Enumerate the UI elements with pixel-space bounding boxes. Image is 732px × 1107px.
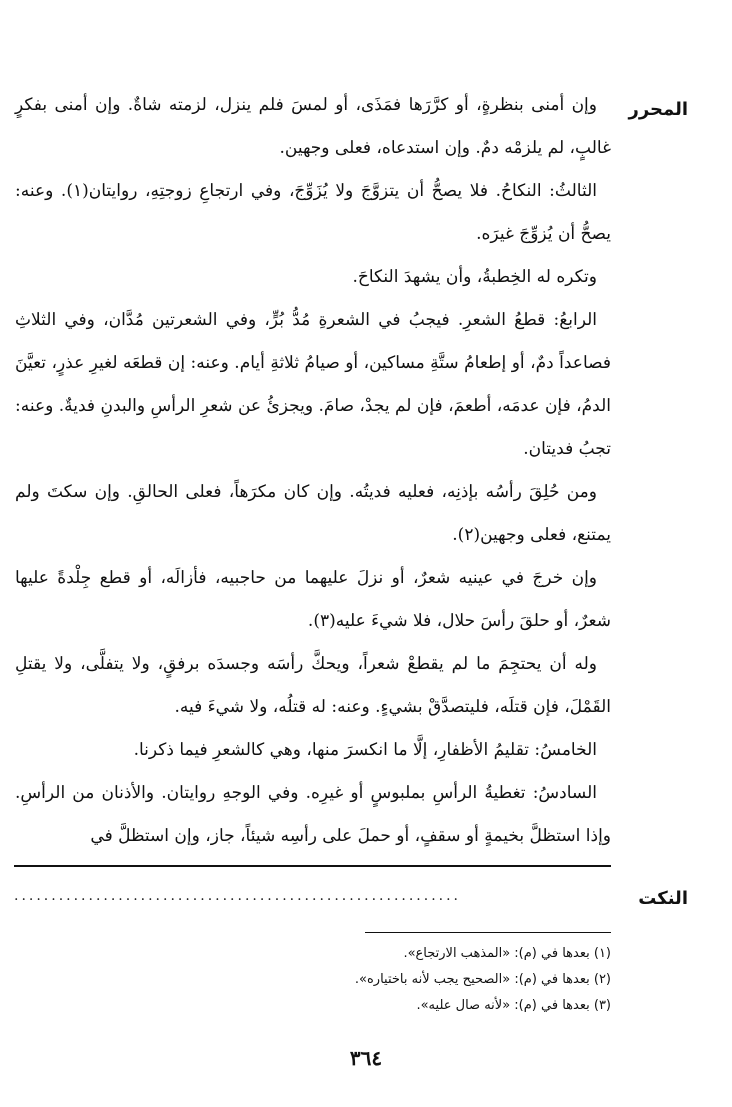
paragraph: السادسُ: تغطيةُ الرأسِ بملبوسٍ أو غيرِه. وفي الوجهِ روايتان. والأذنان من الرأسِ. وإذا استظلَّ بخيمةٍ أو سقفٍ، أو حملَ على رأسِه شيئاً، جاز، وإن استظلَّ في	[15, 783, 611, 846]
section-divider	[14, 865, 611, 867]
dotted-placeholder-line: ............................................................	[14, 888, 462, 904]
footnote-divider	[365, 932, 611, 933]
paragraph: ومن حُلِقَ رأسُه بإذنِه، فعليه فديتُه. وإن كان مكرَهاً، فعلى الحالقِ. وإن سكتَ ولم يمتنع، فعلى وجهين(٢).	[15, 482, 611, 545]
paragraph: الخامسُ: تقليمُ الأظفارِ، إلَّا ما انكسرَ منها، وهي كالشعرِ فيما ذكرنا.	[133, 740, 597, 760]
paragraph: وله أن يحتجِمَ ما لم يقطعْ شعراً، ويحكَّ رأسَه وجسدَه برفقٍ، ولا يتفلَّى، ولا يقتلِ القَمْلَ، فإن قتلَه، فليتصدَّقْ بشيءٍ. وعنه: له قتلُه، ولا شيءَ فيه.	[15, 654, 611, 717]
footnote: (٣) بعدها في (م): «لأنه صال عليه».	[416, 998, 611, 1013]
paragraph: وإن أمنى بنظرةٍ، أو كرَّرَها فمَذَى، أو لمسَ فلم ينزل، لزمته شاةٌ. وإن أمنى بفكرٍ غالبٍ، لم يلزمْه دمٌ. وإن استدعاه، فعلى وجهين.	[15, 95, 611, 158]
footnote: (١) بعدها في (م): «المذهب الارتجاع».	[403, 946, 611, 961]
side-label-muharrar: المحرر	[628, 99, 688, 120]
footnote: (٢) بعدها في (م): «الصحيح يجب لأنه باختياره».	[354, 972, 611, 987]
side-label-nukat: النكت	[638, 888, 688, 909]
main-text	[15, 84, 611, 858]
page-number: ٣٦٤	[349, 1046, 383, 1070]
paragraph: الثالثُ: النكاحُ. فلا يصحُّ أن يتزوَّجَ ولا يُزَوِّجَ، وفي ارتجاعِ زوجتِهِ، روايتان(١). وعنه: يصحُّ أن يُزوِّجَ غيرَه.	[15, 181, 611, 244]
paragraph: الرابعُ: قطعُ الشعرِ. فيجبُ في الشعرةِ مُدُّ بُرٍّ، وفي الشعرتين مُدَّان، وفي الثلاثِ فصاعداً دمٌ، أو إطعامُ ستَّةِ مساكين، أو صيامُ ثلاثةِ أيام. وعنه: إن قطعَه لغيرِ عذرٍ، تعيَّنَ الدمُ، فإن عدمَه، أطعمَ، فإن لم يجدْ، صامَ. ويجزئُ عن شعرِ الرأسِ والبدنِ فديةٌ. وعنه: تجبُ فديتان.	[15, 310, 611, 459]
footnotes	[161, 941, 611, 1019]
paragraph: وتكره له الخِطبةُ، وأن يشهدَ النكاحَ.	[352, 267, 597, 287]
paragraph: وإن خرجَ في عينيه شعرٌ، أو نزلَ عليهما من حاجبيه، فأزالَه، أو قطع جِلْدةً عليها شعرٌ، أو حلقَ رأسَ حلال، فلا شيءَ عليه(٣).	[15, 568, 611, 631]
